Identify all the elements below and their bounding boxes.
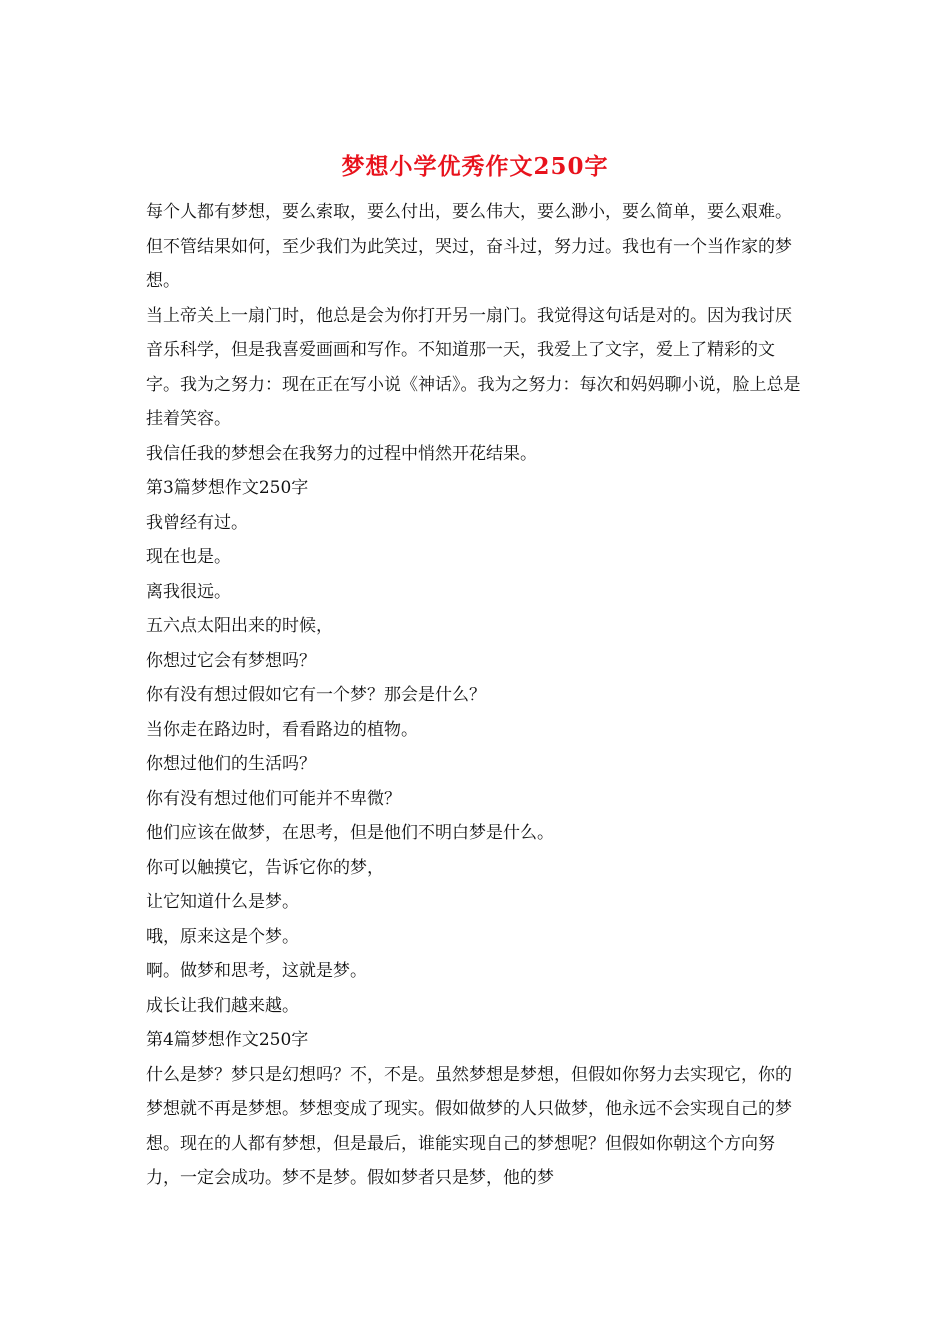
poem-line: 你想过他们的生活吗？ (146, 754, 316, 774)
poem-line: 你有没有想过假如它有一个梦？那会是什么？ (146, 685, 486, 705)
poem-line: 离我很远。 (146, 581, 231, 602)
paragraph-final: 什么是梦？梦只是幻想吗？不，不是。虽然梦想是梦想，但假如你努力去实现它，你的梦想就不再是梦想。梦想变成了现实。假如做梦的人只做梦，他永远不会实现自己的梦想。现在的人都有梦想，但是最后，谁能实现自己的梦想呢？但假如你朝这个方向努力，一定会成功。梦不是梦。假如梦者只是梦，他的梦 (146, 1064, 792, 1188)
page-title: 梦想小学优秀作文250字 (341, 153, 609, 180)
document-body (146, 195, 806, 1196)
paragraph-3: 我信任我的梦想会在我努力的过程中悄然开花结果。 (146, 443, 537, 464)
poem-line: 啊。做梦和思考，这就是梦。 (146, 961, 367, 981)
section-heading-4: 第4篇梦想作文250字 (146, 1030, 309, 1050)
poem-line: 他们应该在做梦，在思考，但是他们不明白梦是什么。 (146, 823, 554, 843)
section-heading-3: 第3篇梦想作文250字 (146, 478, 309, 498)
poem-line: 你想过它会有梦想吗？ (146, 650, 316, 671)
poem-line: 你有没有想过他们可能并不卑微？ (146, 788, 401, 809)
poem-line: 当你走在路边时，看看路边的植物。 (146, 719, 418, 740)
poem-line: 我曾经有过。 (146, 512, 248, 533)
paragraph-1: 每个人都有梦想，要么索取，要么付出，要么伟大，要么渺小，要么简单，要么艰难。但不管结果如何，至少我们为此笑过，哭过，奋斗过，努力过。我也有一个当作家的梦想。 (146, 202, 792, 291)
poem-line: 你可以触摸它，告诉它你的梦， (146, 857, 384, 878)
poem-line: 成长让我们越来越。 (146, 995, 299, 1016)
paragraph-2: 当上帝关上一扇门时，他总是会为你打开另一扇门。我觉得这句话是对的。因为我讨厌音乐科学，但是我喜爱画画和写作。不知道那一天，我爱上了文字，爱上了精彩的文字。我为之努力：现在正在写小说《神话》。我为之努力：每次和妈妈聊小说，脸上总是挂着笑容。 (146, 305, 801, 429)
poem-line: 哦，原来这是个梦。 (146, 926, 299, 947)
poem-line: 五六点太阳出来的时候， (146, 616, 333, 636)
poem-line: 现在也是。 (146, 547, 231, 567)
poem-line: 让它知道什么是梦。 (146, 892, 299, 912)
